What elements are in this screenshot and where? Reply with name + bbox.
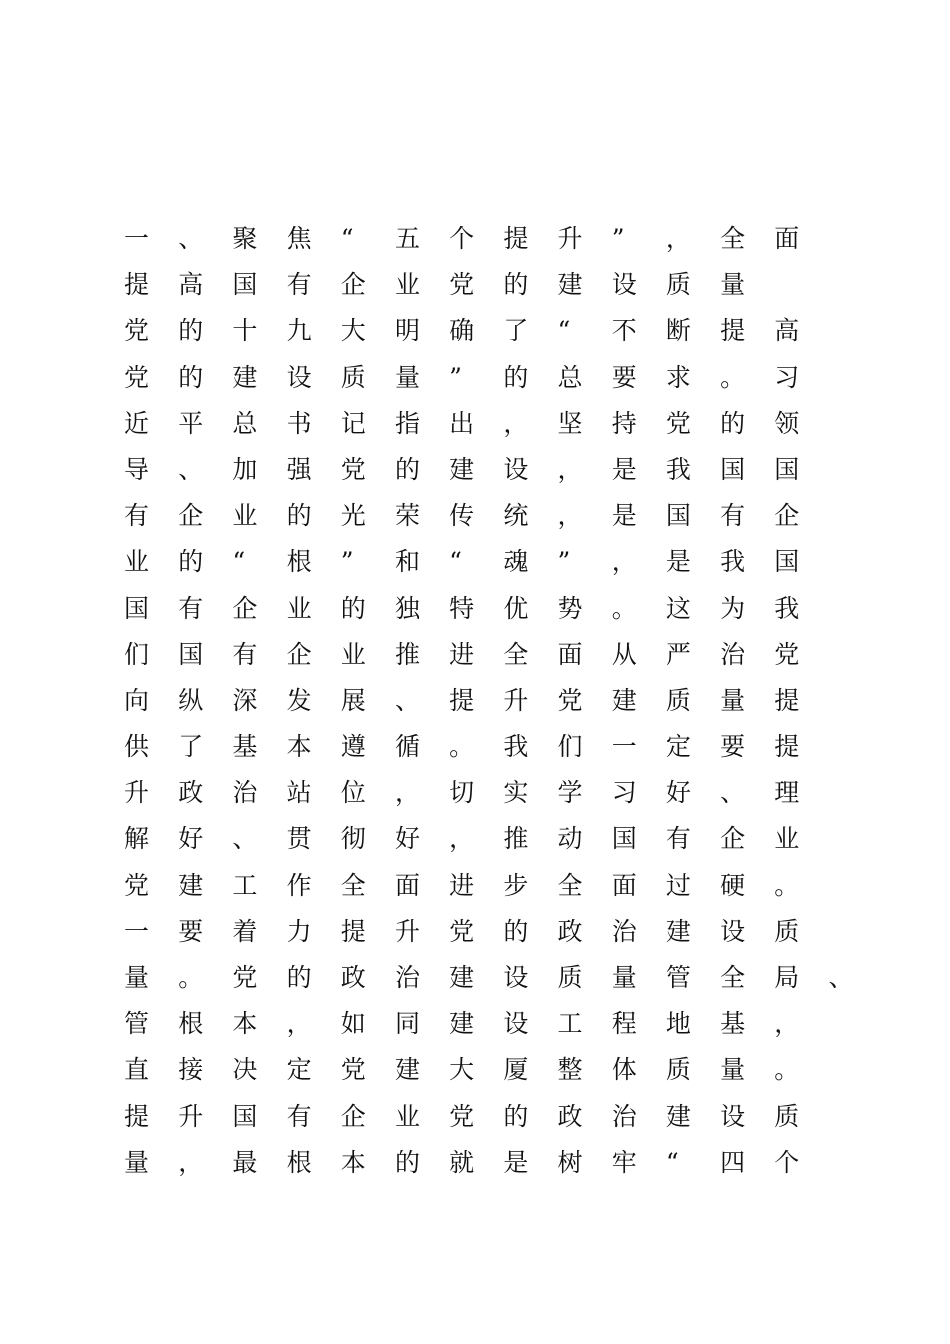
text-char: 优 xyxy=(503,593,529,623)
text-char: 根 xyxy=(178,1009,204,1039)
text-char: ， xyxy=(665,224,691,253)
text-char: 提 xyxy=(124,1101,150,1131)
text-char: 书 xyxy=(286,408,312,438)
text-char: 设 xyxy=(611,270,637,300)
text-char: ， xyxy=(178,1147,204,1177)
text-line xyxy=(124,724,884,770)
text-line xyxy=(124,909,884,955)
text-char: 过 xyxy=(665,870,691,900)
text-char: 国 xyxy=(774,454,800,484)
text-char: 整 xyxy=(557,1055,583,1085)
text-char: 业 xyxy=(232,501,258,531)
text-char: 量 xyxy=(124,963,150,992)
text-char: 建 xyxy=(449,454,475,484)
text-char: 大 xyxy=(449,1055,475,1085)
text-char: 遵 xyxy=(340,732,366,762)
text-char: 了 xyxy=(503,316,529,346)
text-char: 进 xyxy=(449,639,475,669)
text-char: 一 xyxy=(124,224,150,253)
text-char: 量 xyxy=(720,270,746,300)
text-char: 提 xyxy=(340,916,366,946)
text-char: 质 xyxy=(774,916,800,946)
text-char: 特 xyxy=(449,593,475,623)
text-char: 有 xyxy=(286,270,312,300)
text-char: ， xyxy=(557,501,583,531)
text-char: 党 xyxy=(340,1055,366,1085)
text-char: 国 xyxy=(232,270,258,300)
text-char: 。 xyxy=(611,593,637,623)
text-char: 个 xyxy=(774,1147,800,1177)
text-char: 领 xyxy=(774,408,800,438)
text-char: 。 xyxy=(774,1055,800,1085)
text-char: 强 xyxy=(286,454,312,484)
text-char: 的 xyxy=(503,916,529,946)
text-char: 的 xyxy=(286,963,312,992)
text-char: 局 xyxy=(774,963,800,992)
text-char: 根 xyxy=(286,1147,312,1177)
text-char: 理 xyxy=(774,778,800,808)
text-char: 、 xyxy=(720,778,746,808)
text-char: 全 xyxy=(720,224,746,253)
text-char: 力 xyxy=(286,916,312,946)
text-char: 党 xyxy=(665,408,691,438)
text-char: 们 xyxy=(557,732,583,762)
text-char: 质 xyxy=(665,1055,691,1085)
text-char: 焦 xyxy=(286,224,312,253)
text-char: 治 xyxy=(394,963,420,992)
text-char: 、 xyxy=(828,963,854,992)
text-char: 建 xyxy=(665,916,691,946)
text-char: 业 xyxy=(774,824,800,854)
text-char: 为 xyxy=(720,593,746,623)
text-char: 持 xyxy=(611,408,637,438)
text-char: 硬 xyxy=(720,870,746,900)
text-char: 导 xyxy=(124,454,150,484)
text-char: 国 xyxy=(178,639,204,669)
text-char: 循 xyxy=(394,732,420,762)
text-char: 党 xyxy=(124,870,150,900)
text-char: 接 xyxy=(178,1055,204,1085)
text-char: 国 xyxy=(232,1101,258,1131)
text-char: 治 xyxy=(611,916,637,946)
text-char: 升 xyxy=(394,916,420,946)
text-char: 要 xyxy=(720,732,746,762)
text-char: 本 xyxy=(286,732,312,762)
text-char: ” xyxy=(449,362,462,392)
text-char: 提 xyxy=(774,732,800,762)
text-char: 要 xyxy=(178,916,204,946)
text-char: 体 xyxy=(611,1055,637,1085)
text-char: 实 xyxy=(503,778,529,808)
text-char: 总 xyxy=(557,362,583,392)
text-line xyxy=(124,539,884,585)
text-char: 。 xyxy=(774,870,800,900)
text-char: 国 xyxy=(774,547,800,577)
text-char: 是 xyxy=(611,454,637,484)
text-char: 如 xyxy=(340,1009,366,1039)
text-line xyxy=(124,1047,884,1093)
text-char: 业 xyxy=(394,270,420,300)
text-char: 党 xyxy=(340,454,366,484)
text-char: 魂 xyxy=(503,547,529,577)
text-char: 断 xyxy=(665,316,691,346)
text-char: 政 xyxy=(557,1101,583,1131)
text-char: 面 xyxy=(774,224,800,253)
text-line xyxy=(124,216,884,262)
text-char: 程 xyxy=(611,1009,637,1039)
text-char: 政 xyxy=(340,963,366,992)
text-char: ” xyxy=(557,547,571,577)
text-char: 的 xyxy=(394,1147,420,1177)
text-char: 质 xyxy=(665,685,691,715)
text-line xyxy=(124,678,884,724)
text-char: 、 xyxy=(178,454,204,484)
text-char: 切 xyxy=(449,778,475,808)
text-char: 传 xyxy=(449,501,475,531)
text-char: 贯 xyxy=(286,824,312,854)
text-char: 习 xyxy=(611,778,637,808)
text-char: 全 xyxy=(503,639,529,669)
document-body xyxy=(124,216,884,1186)
text-char: 纵 xyxy=(178,685,204,715)
text-char: 工 xyxy=(557,1009,583,1039)
text-char: 、 xyxy=(232,824,258,854)
text-char: 企 xyxy=(340,270,366,300)
text-char: ” xyxy=(611,224,625,253)
text-char: 是 xyxy=(665,547,691,577)
text-char: 有 xyxy=(665,824,691,854)
text-char: 业 xyxy=(340,639,366,669)
text-char: 九 xyxy=(286,316,312,346)
text-char: 四 xyxy=(720,1147,746,1177)
text-char: 出 xyxy=(449,408,475,438)
text-char: 动 xyxy=(557,824,583,854)
text-char: ， xyxy=(503,408,529,438)
text-char: 企 xyxy=(720,824,746,854)
text-char: 不 xyxy=(611,316,637,346)
text-char: 治 xyxy=(232,778,258,808)
text-char: ， xyxy=(449,824,475,854)
text-char: ， xyxy=(774,1009,800,1039)
text-char: 本 xyxy=(340,1147,366,1177)
text-char: 党 xyxy=(774,639,800,669)
text-char: 的 xyxy=(503,1101,529,1131)
text-char: 这 xyxy=(665,593,691,623)
text-char: 管 xyxy=(124,1009,150,1039)
text-line xyxy=(124,262,884,308)
text-char: 我 xyxy=(665,454,691,484)
text-char: 聚 xyxy=(232,224,258,253)
text-line xyxy=(124,632,884,678)
text-char: 。 xyxy=(178,963,204,992)
text-char: 建 xyxy=(178,870,204,900)
text-char: 站 xyxy=(286,778,312,808)
text-char: 严 xyxy=(665,639,691,669)
text-char: 业 xyxy=(394,1101,420,1131)
text-char: 一 xyxy=(611,732,637,762)
text-char: 政 xyxy=(557,916,583,946)
text-line xyxy=(124,863,884,909)
text-char: 建 xyxy=(232,362,258,392)
text-char: 国 xyxy=(665,501,691,531)
text-char: 我 xyxy=(503,732,529,762)
text-char: 势 xyxy=(557,593,583,623)
text-char: 统 xyxy=(503,501,529,531)
text-char: 、 xyxy=(394,685,420,715)
text-char: 党 xyxy=(449,270,475,300)
text-char: 有 xyxy=(720,501,746,531)
text-char: 要 xyxy=(611,362,637,392)
text-char: 建 xyxy=(665,1101,691,1131)
text-char: 定 xyxy=(286,1055,312,1085)
text-char: 升 xyxy=(503,685,529,715)
text-line xyxy=(124,816,884,862)
text-char: 质 xyxy=(665,270,691,300)
text-char: 企 xyxy=(232,593,258,623)
text-line xyxy=(124,401,884,447)
text-char: ” xyxy=(340,547,354,577)
text-line xyxy=(124,770,884,816)
text-char: 设 xyxy=(503,963,529,992)
text-char: 加 xyxy=(232,454,258,484)
text-char: 量 xyxy=(611,963,637,992)
text-char: 光 xyxy=(340,501,366,531)
text-char: 面 xyxy=(557,639,583,669)
text-char: 升 xyxy=(557,224,583,253)
text-line xyxy=(124,955,884,1001)
text-line xyxy=(124,493,884,539)
text-char: 全 xyxy=(557,870,583,900)
text-char: 。 xyxy=(720,362,746,392)
text-char: 提 xyxy=(124,270,150,300)
text-char: 工 xyxy=(232,870,258,900)
text-char: 设 xyxy=(503,454,529,484)
text-char: 国 xyxy=(611,824,637,854)
text-char: 质 xyxy=(557,963,583,992)
text-char: 好 xyxy=(394,824,420,854)
text-char: 量 xyxy=(124,1147,150,1177)
text-char: 十 xyxy=(232,316,258,346)
text-char: “ xyxy=(449,547,462,577)
text-char: 党 xyxy=(232,963,258,992)
text-char: 业 xyxy=(286,593,312,623)
text-char: 最 xyxy=(232,1147,258,1177)
text-char: 近 xyxy=(124,408,150,438)
text-char: 展 xyxy=(340,685,366,715)
text-char: 建 xyxy=(557,270,583,300)
text-char: 牢 xyxy=(611,1147,637,1177)
text-char: 管 xyxy=(665,963,691,992)
text-char: 有 xyxy=(232,639,258,669)
text-char: 政 xyxy=(178,778,204,808)
text-char: 量 xyxy=(720,685,746,715)
text-char: 质 xyxy=(340,362,366,392)
text-char: 个 xyxy=(449,224,475,253)
text-char: 建 xyxy=(394,1055,420,1085)
text-char: 定 xyxy=(665,732,691,762)
text-char: 建 xyxy=(611,685,637,715)
text-char: 的 xyxy=(503,362,529,392)
text-char: 的 xyxy=(286,501,312,531)
text-char: 根 xyxy=(286,547,312,577)
text-char: 地 xyxy=(665,1009,691,1039)
text-char: 企 xyxy=(178,501,204,531)
text-char: 独 xyxy=(394,593,420,623)
text-char: 和 xyxy=(394,547,420,577)
text-char: “ xyxy=(340,224,354,253)
text-char: 彻 xyxy=(340,824,366,854)
text-char: 治 xyxy=(611,1101,637,1131)
text-char: 、 xyxy=(178,224,204,253)
text-char: 基 xyxy=(720,1009,746,1039)
text-char: 是 xyxy=(503,1147,529,1177)
text-char: 建 xyxy=(449,1009,475,1039)
text-char: 荣 xyxy=(394,501,420,531)
text-char: 国 xyxy=(124,593,150,623)
text-char: 我 xyxy=(720,547,746,577)
text-char: 是 xyxy=(611,501,637,531)
text-char: 着 xyxy=(232,916,258,946)
text-char: 位 xyxy=(340,778,366,808)
text-char: “ xyxy=(232,547,246,577)
text-char: 提 xyxy=(774,685,800,715)
text-char: 好 xyxy=(178,824,204,854)
text-line xyxy=(124,308,884,354)
text-char: 的 xyxy=(340,593,366,623)
text-char: ， xyxy=(557,454,583,484)
text-char: 推 xyxy=(503,824,529,854)
text-char: 设 xyxy=(720,1101,746,1131)
text-char: 全 xyxy=(720,963,746,992)
text-char: 量 xyxy=(720,1055,746,1085)
text-char: 指 xyxy=(394,408,420,438)
text-char: 面 xyxy=(394,870,420,900)
text-char: 平 xyxy=(178,408,204,438)
text-char: 面 xyxy=(611,870,637,900)
text-char: 明 xyxy=(394,316,420,346)
text-char: 我 xyxy=(774,593,800,623)
text-char: 的 xyxy=(178,362,204,392)
text-line xyxy=(124,586,884,632)
text-line xyxy=(124,1140,884,1186)
text-char: 的 xyxy=(720,408,746,438)
text-char: 深 xyxy=(232,685,258,715)
text-char: 了 xyxy=(178,732,204,762)
text-char: 步 xyxy=(503,870,529,900)
text-char: 基 xyxy=(232,732,258,762)
text-char: 同 xyxy=(394,1009,420,1039)
text-line xyxy=(124,1094,884,1140)
text-char: 企 xyxy=(774,501,800,531)
text-char: “ xyxy=(665,1147,679,1177)
text-char: 总 xyxy=(232,408,258,438)
text-char: 向 xyxy=(124,685,150,715)
text-char: 党 xyxy=(449,1101,475,1131)
text-char: 党 xyxy=(124,362,150,392)
text-char: 确 xyxy=(449,316,475,346)
text-char: 从 xyxy=(611,639,637,669)
text-char: 提 xyxy=(449,685,475,715)
text-line xyxy=(124,1001,884,1047)
text-char: 有 xyxy=(178,593,204,623)
text-char: 发 xyxy=(286,685,312,715)
text-char: 企 xyxy=(286,639,312,669)
text-char: 高 xyxy=(178,270,204,300)
text-char: 党 xyxy=(124,316,150,346)
text-char: 厦 xyxy=(503,1055,529,1085)
text-char: 提 xyxy=(503,224,529,253)
text-char: 好 xyxy=(665,778,691,808)
text-line xyxy=(124,447,884,493)
text-char: 的 xyxy=(178,547,204,577)
text-char: 就 xyxy=(449,1147,475,1177)
text-char: 全 xyxy=(340,870,366,900)
text-char: 设 xyxy=(286,362,312,392)
text-char: 求 xyxy=(665,362,691,392)
text-char: 五 xyxy=(394,224,420,253)
text-char: 大 xyxy=(340,316,366,346)
text-char: 供 xyxy=(124,732,150,762)
text-char: 党 xyxy=(557,685,583,715)
text-char: 升 xyxy=(124,778,150,808)
text-char: 记 xyxy=(340,408,366,438)
text-char: 党 xyxy=(449,916,475,946)
text-char: 建 xyxy=(449,963,475,992)
text-char: 学 xyxy=(557,778,583,808)
text-char: 有 xyxy=(286,1101,312,1131)
text-char: 本 xyxy=(232,1009,258,1039)
text-char: 量 xyxy=(394,362,420,392)
text-char: 高 xyxy=(774,316,800,346)
text-char: 坚 xyxy=(557,408,583,438)
text-char: 国 xyxy=(720,454,746,484)
text-char: “ xyxy=(557,316,571,346)
text-char: 设 xyxy=(720,916,746,946)
text-char: 的 xyxy=(178,316,204,346)
text-char: 推 xyxy=(394,639,420,669)
text-char: 树 xyxy=(557,1147,583,1177)
text-char: 提 xyxy=(720,316,746,346)
text-char: 治 xyxy=(720,639,746,669)
text-char: 决 xyxy=(232,1055,258,1085)
text-char: 直 xyxy=(124,1055,150,1085)
text-char: 一 xyxy=(124,916,150,946)
text-char: 作 xyxy=(286,870,312,900)
text-char: 的 xyxy=(394,454,420,484)
text-char: 企 xyxy=(340,1101,366,1131)
text-char: 业 xyxy=(124,547,150,577)
text-char: 习 xyxy=(774,362,800,392)
text-char: 。 xyxy=(449,732,475,762)
text-char: 解 xyxy=(124,824,150,854)
text-char: 进 xyxy=(449,870,475,900)
text-char: 有 xyxy=(124,501,150,531)
text-char: ， xyxy=(394,778,420,808)
text-char: 升 xyxy=(178,1101,204,1131)
text-char: ， xyxy=(286,1009,312,1039)
text-char: 们 xyxy=(124,639,150,669)
text-line xyxy=(124,355,884,401)
text-char: 质 xyxy=(774,1101,800,1131)
text-char: 的 xyxy=(503,270,529,300)
text-char: 设 xyxy=(503,1009,529,1039)
text-char: ， xyxy=(611,547,637,577)
